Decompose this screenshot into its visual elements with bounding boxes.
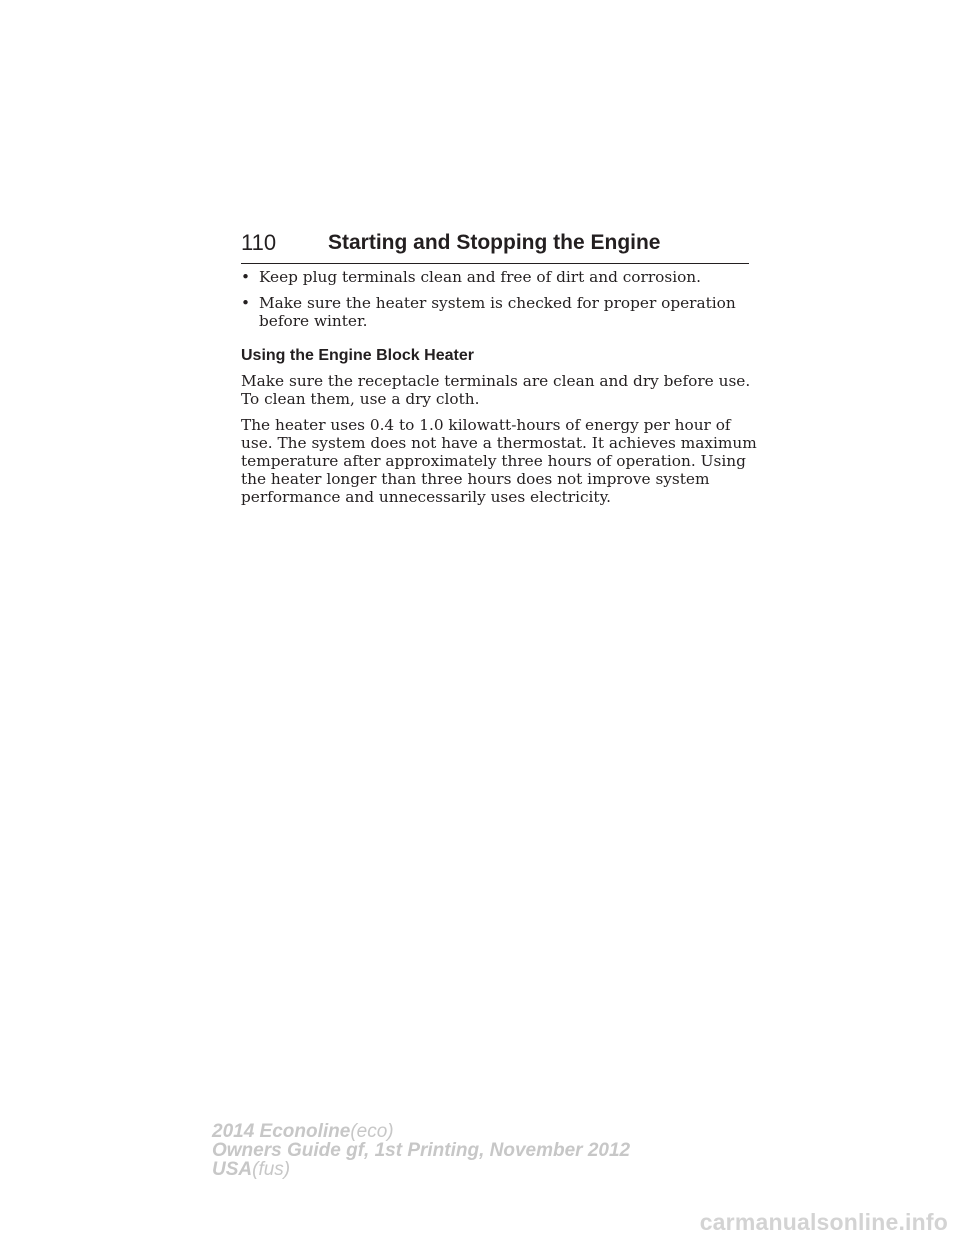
footer-guide: Owners Guide gf, 1st Printing, November 2012	[212, 1140, 631, 1161]
footer-market: USA	[212, 1159, 253, 1180]
footer-market-code: (fus)	[252, 1159, 291, 1180]
page-number: 110	[241, 230, 277, 255]
paragraph: The heater uses 0.4 to 1.0 kilowatt-hours of energy per hour of use. The system does not have a thermostat. It achieves maximum temperature after approximately three hours of operation. Using the heater longer than three hours does not improve system performance and unnecessarily uses electricity.	[241, 416, 757, 506]
footer-line-market	[212, 1160, 630, 1179]
bullet-text: Keep plug terminals clean and free of dirt and corrosion.	[259, 268, 702, 286]
document-footer	[212, 1122, 630, 1179]
watermark: carmanualsonline.info	[699, 1209, 948, 1235]
footer-model-code: (eco)	[350, 1121, 394, 1142]
page-body	[241, 268, 761, 514]
footer-line-guide	[212, 1141, 630, 1160]
bullet-item	[241, 268, 761, 286]
bullet-icon: •	[241, 294, 251, 312]
paragraph: Make sure the receptacle terminals are clean and dry before use. To clean them, use a dry cloth.	[241, 372, 751, 408]
bullet-item	[241, 294, 761, 330]
bullet-text: Make sure the heater system is checked for proper operation before winter.	[259, 294, 736, 330]
page-title: Starting and Stopping the Engine	[328, 231, 661, 254]
footer-line-model	[212, 1122, 630, 1141]
bullet-icon: •	[241, 268, 251, 286]
footer-model: 2014 Econoline	[212, 1121, 351, 1142]
section-heading: Using the Engine Block Heater	[241, 347, 474, 364]
page-header	[241, 229, 749, 264]
